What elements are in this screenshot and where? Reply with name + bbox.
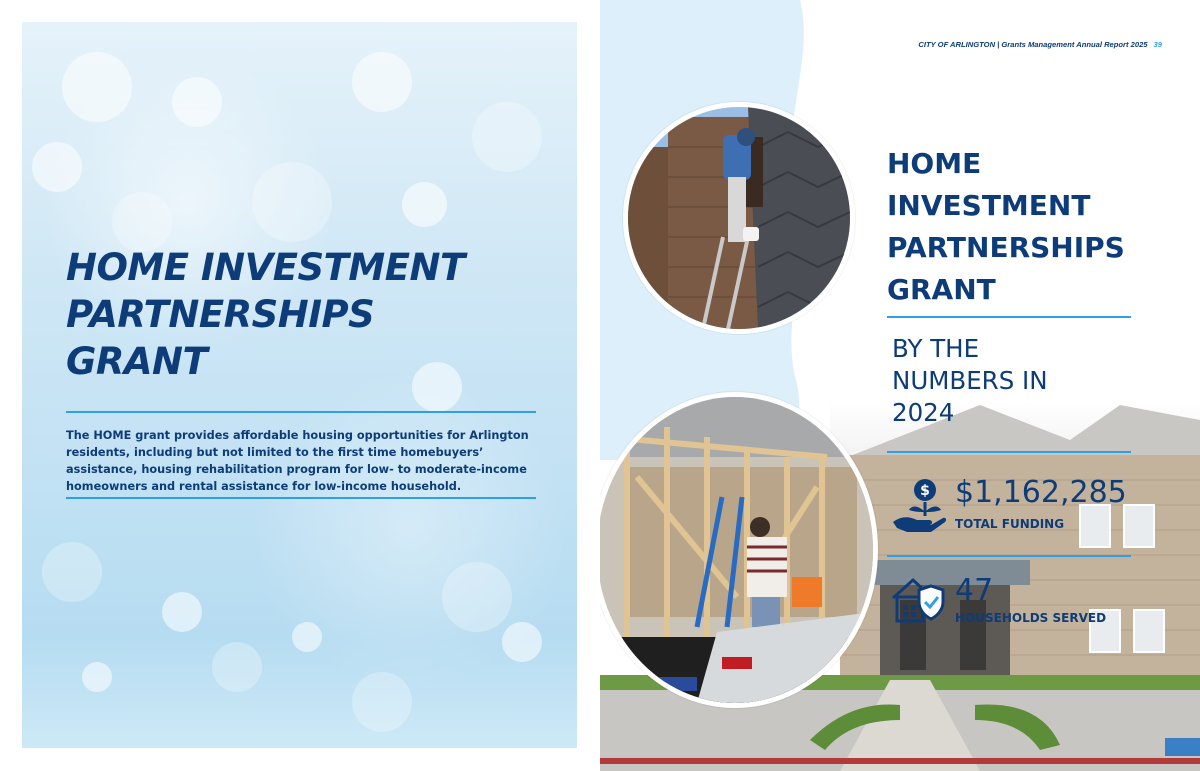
stat-total-funding (887, 476, 1147, 536)
right-title-line: INVESTMENT (887, 189, 1091, 222)
right-title-line: HOME (887, 147, 982, 180)
total-funding-label: TOTAL FUNDING (955, 517, 1065, 531)
money-hand-icon (887, 476, 947, 536)
bokeh-light (212, 642, 262, 692)
page-number: 39 (1153, 40, 1162, 49)
subtitle-divider (887, 451, 1131, 453)
bokeh-light (42, 542, 102, 602)
right-title (887, 143, 1187, 311)
bokeh-light (402, 182, 447, 227)
bokeh-light (162, 592, 202, 632)
left-title-line: PARTNERSHIPS (66, 293, 375, 336)
bokeh-light (352, 672, 412, 732)
svg-text:$: $ (920, 483, 930, 499)
bokeh-light (292, 622, 322, 652)
left-bottom-divider (66, 497, 536, 499)
bokeh-light (252, 162, 332, 242)
framing-construction-photo (600, 392, 878, 708)
subtitle-line: BY THE (892, 334, 980, 363)
left-page (22, 22, 577, 748)
by-the-numbers-subtitle (892, 333, 1132, 429)
bokeh-light (112, 192, 172, 252)
right-title-line: PARTNERSHIPS (887, 231, 1125, 264)
stat-divider (887, 555, 1131, 557)
subtitle-line: NUMBERS IN (892, 366, 1048, 395)
bokeh-light (172, 77, 222, 127)
bokeh-light (62, 52, 132, 122)
house-shield-icon (887, 574, 947, 624)
bokeh-light (352, 52, 412, 112)
page-header (918, 40, 1162, 49)
left-title-line: HOME INVESTMENT (66, 246, 465, 289)
left-description: The HOME grant provides affordable housing opportunities for Arlington residents, including but not limited to the first time homebuyers’ assistance, housing rehabilitation program for low- to moderate-income homeowners and rental assistance for low-income household. (66, 429, 529, 493)
left-title-line: GRANT (66, 340, 208, 383)
title-divider (887, 316, 1131, 318)
bokeh-light (32, 142, 82, 192)
worker-ladder-photo (623, 102, 855, 334)
subtitle-line: 2024 (892, 398, 955, 427)
left-title (66, 244, 546, 385)
households-served-value: 47 (955, 573, 994, 608)
bokeh-light (82, 662, 112, 692)
right-page (600, 0, 1200, 771)
left-top-divider (66, 411, 536, 413)
bokeh-light (472, 102, 542, 172)
total-funding-value: $1,162,285 (955, 475, 1127, 510)
stat-households-served (887, 574, 1157, 630)
bokeh-light (502, 622, 542, 662)
households-served-label: HOUSEHOLDS SERVED (955, 611, 1107, 625)
header-title: CITY OF ARLINGTON | Grants Management Annual Report 2025 (918, 40, 1148, 49)
bokeh-light (442, 562, 512, 632)
right-title-line: GRANT (887, 273, 996, 306)
